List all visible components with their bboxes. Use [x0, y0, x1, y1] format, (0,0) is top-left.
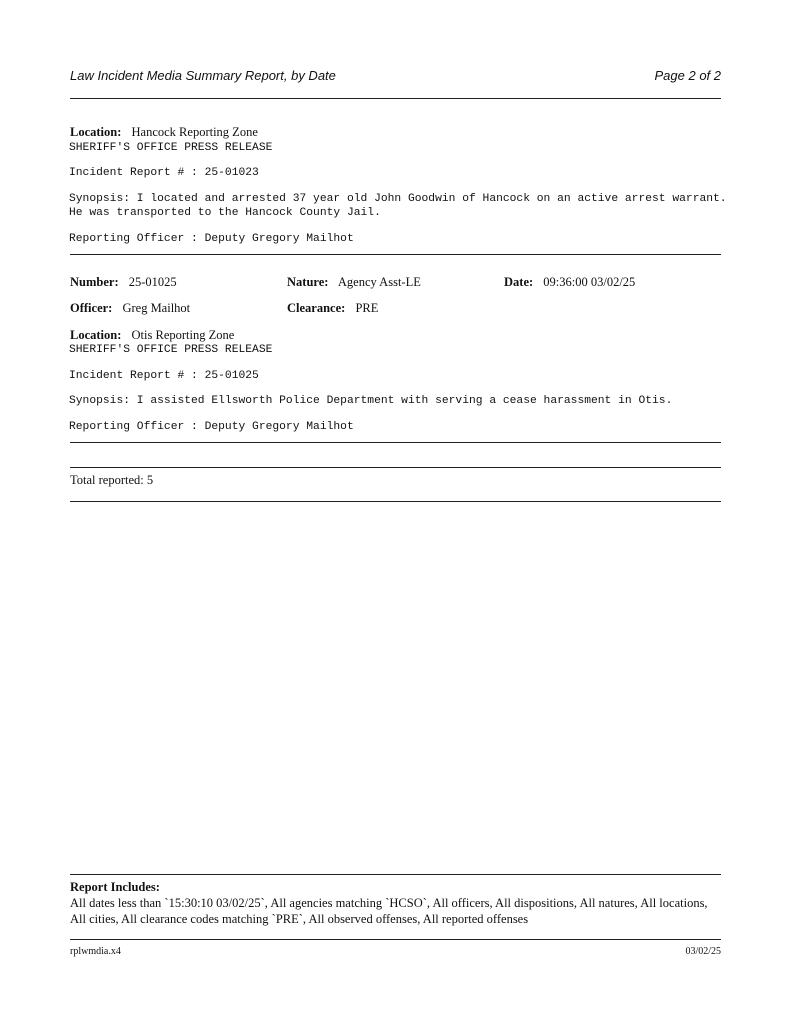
location-label: Location: [70, 125, 122, 139]
clearance-label: Clearance: [287, 301, 346, 315]
page-number: Page 2 of 2 [654, 68, 721, 83]
footer-date: 03/02/25 [685, 946, 721, 957]
record-divider [70, 254, 721, 255]
record2-nature [287, 275, 421, 290]
header-divider [70, 98, 721, 99]
record2-clearance [287, 301, 378, 316]
report-includes-heading: Report Includes: [70, 880, 160, 894]
nature-value: Agency Asst-LE [337, 275, 421, 289]
officer-label: Officer: [70, 301, 113, 315]
date-value: 09:36:00 03/02/25 [543, 275, 636, 289]
program-name: rplwmdia.x4 [70, 946, 121, 957]
totals-top-divider [70, 467, 721, 468]
location-value: Hancock Reporting Zone [131, 125, 258, 139]
location-value: Otis Reporting Zone [131, 328, 235, 342]
record2-officer [70, 301, 190, 316]
footer-divider [70, 939, 721, 940]
report-includes-text: All dates less than `15:30:10 03/02/25`, All agencies matching `HCSO`, All officers, All dispositions, All natures, All locations, All cities, All clearance codes matching `PRE`, All observed offenses, All reported offenses [70, 896, 708, 926]
clearance-value: PRE [355, 301, 379, 315]
record1-press-release: SHERIFF'S OFFICE PRESS RELEASE [69, 142, 273, 154]
officer-value: Greg Mailhot [122, 301, 191, 315]
record2-synopsis: Synopsis: I assisted Ellsworth Police Department with serving a cease harassment in Otis. [69, 395, 673, 407]
record2-date [504, 275, 635, 290]
includes-divider [70, 874, 721, 875]
record2-incident-report: Incident Report # : 25-01025 [69, 370, 259, 382]
record-divider [70, 442, 721, 443]
record2-number [70, 275, 177, 290]
date-label: Date: [504, 275, 534, 289]
nature-label: Nature: [287, 275, 329, 289]
record1-synopsis: Synopsis: I located and arrested 37 year old John Goodwin of Hancock on an active arrest warrant. He was transported to the Hancock County Jail. [69, 193, 727, 219]
record2-location [70, 328, 234, 343]
record1-reporting-officer: Reporting Officer : Deputy Gregory Mailhot [69, 233, 354, 245]
report-title: Law Incident Media Summary Report, by Date [70, 68, 336, 83]
record2-reporting-officer: Reporting Officer : Deputy Gregory Mailhot [69, 421, 354, 433]
total-reported: Total reported: 5 [70, 473, 154, 487]
totals-bottom-divider [70, 501, 721, 502]
location-label: Location: [70, 328, 122, 342]
record1-location [70, 125, 258, 140]
number-label: Number: [70, 275, 119, 289]
number-value: 25-01025 [128, 275, 177, 289]
record1-incident-report: Incident Report # : 25-01023 [69, 167, 259, 179]
record2-press-release: SHERIFF'S OFFICE PRESS RELEASE [69, 344, 273, 356]
